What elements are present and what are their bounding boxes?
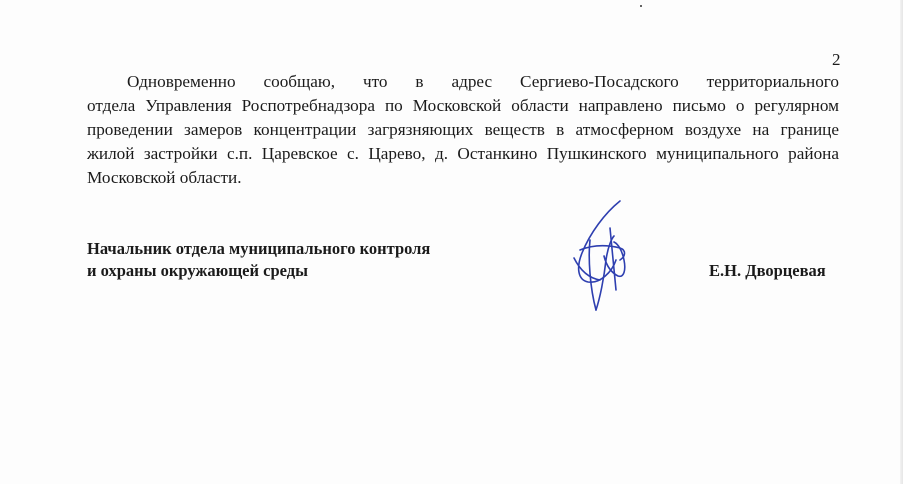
signer-position bbox=[87, 238, 430, 282]
paragraph-line: проведении замеров концентрации загрязняющих веществ в атмосферном воздухе на границе bbox=[87, 120, 839, 139]
signer-position-line: и охраны окружающей среды bbox=[87, 261, 308, 280]
scan-speck bbox=[640, 5, 642, 7]
page-number: 2 bbox=[832, 50, 841, 69]
paragraph-line: Московской области. bbox=[87, 168, 242, 187]
handwritten-signature bbox=[560, 198, 650, 318]
paragraph-line: Одновременно сообщаю, что в адрес Сергиево-Посадского территориального bbox=[127, 72, 839, 91]
letter-paragraph bbox=[87, 70, 839, 190]
paragraph-line: отдела Управления Роспотребнадзора по Московской области направлено письмо о регулярном bbox=[87, 96, 839, 115]
signer-name: Е.Н. Дворцевая bbox=[709, 261, 826, 280]
paragraph-line: жилой застройки с.п. Царевское с. Царево, д. Останкино Пушкинского муниципального района bbox=[87, 144, 839, 163]
signer-position-line: Начальник отдела муниципального контроля bbox=[87, 239, 431, 258]
